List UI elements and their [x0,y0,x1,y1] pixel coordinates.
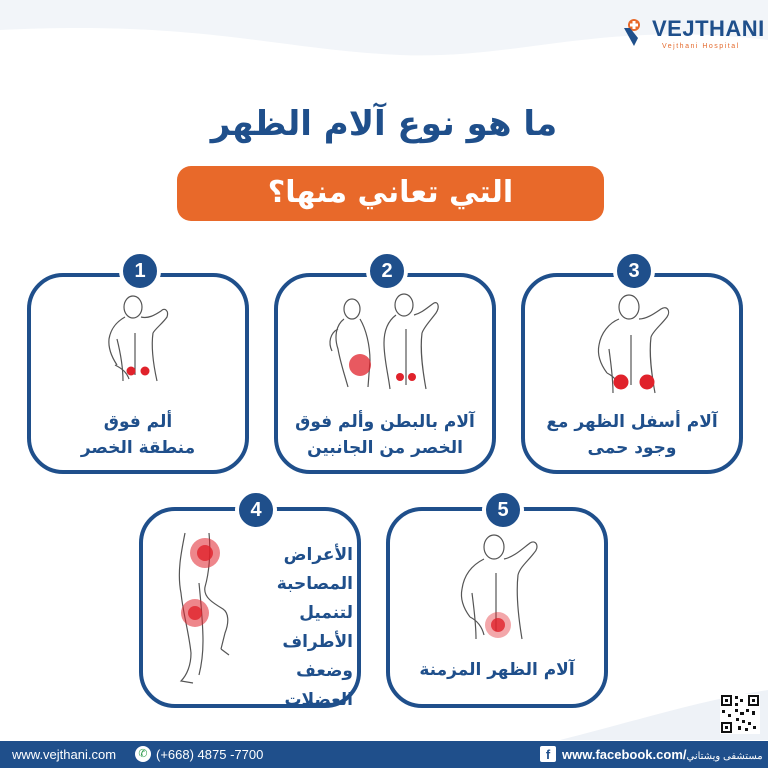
leg-numbness-figure-icon [163,523,243,693]
card-5-number-badge: 5 [482,489,524,531]
card-1-label: ألم فوق منطقة الخصر [80,412,196,458]
logo-mark-icon [622,16,652,46]
card-2-number-badge: 2 [366,250,408,292]
facebook-url: www.facebook.com/ [562,747,687,762]
qr-code-icon [720,694,760,734]
chronic-back-pain-figure-icon [448,531,553,641]
card-3-number-badge: 3 [613,250,655,292]
facebook-icon: f [540,746,556,762]
footer-website-link[interactable]: www.vejthani.com [12,747,117,762]
abdominal-pain-figure-icon [326,289,451,393]
card-1 [27,273,249,474]
page-subtitle: التي تعاني منها؟ [267,175,514,210]
card-2-label: آلام بالبطن وألم فوق الخصر من الجانبين [295,412,475,458]
brand-subtitle: Vejthani Hospital [662,43,740,50]
card-4-label: الأعراض المصاحبة لتنميل الأطراف وضعف العضلات [276,545,353,710]
card-1-number-badge: 1 [119,250,161,292]
fever-back-pain-figure-icon [587,289,682,395]
card-4 [139,507,361,708]
footer-phone[interactable]: (+668) 4875 -7700 [156,747,264,762]
footer-facebook-link[interactable] [562,747,763,762]
whatsapp-icon: ✆ [135,746,151,762]
brand-name: VEJTHANI [652,16,765,41]
card-3 [521,273,743,474]
card-2 [274,273,496,474]
page-title: ما هو نوع آلام الظهر [210,104,558,144]
card-3-label: آلام أسفل الظهر مع وجود حمى [546,412,718,458]
card-5 [386,507,608,708]
card-4-number-badge: 4 [235,489,277,531]
footer-bar [0,741,768,768]
facebook-page-name: مستشفى ويشتاني [686,751,763,762]
hospital-logo [622,14,765,54]
back-pain-figure-icon [103,293,183,388]
card-5-label: آلام الظهر المزمنة [419,660,575,680]
subtitle-banner [177,166,604,221]
